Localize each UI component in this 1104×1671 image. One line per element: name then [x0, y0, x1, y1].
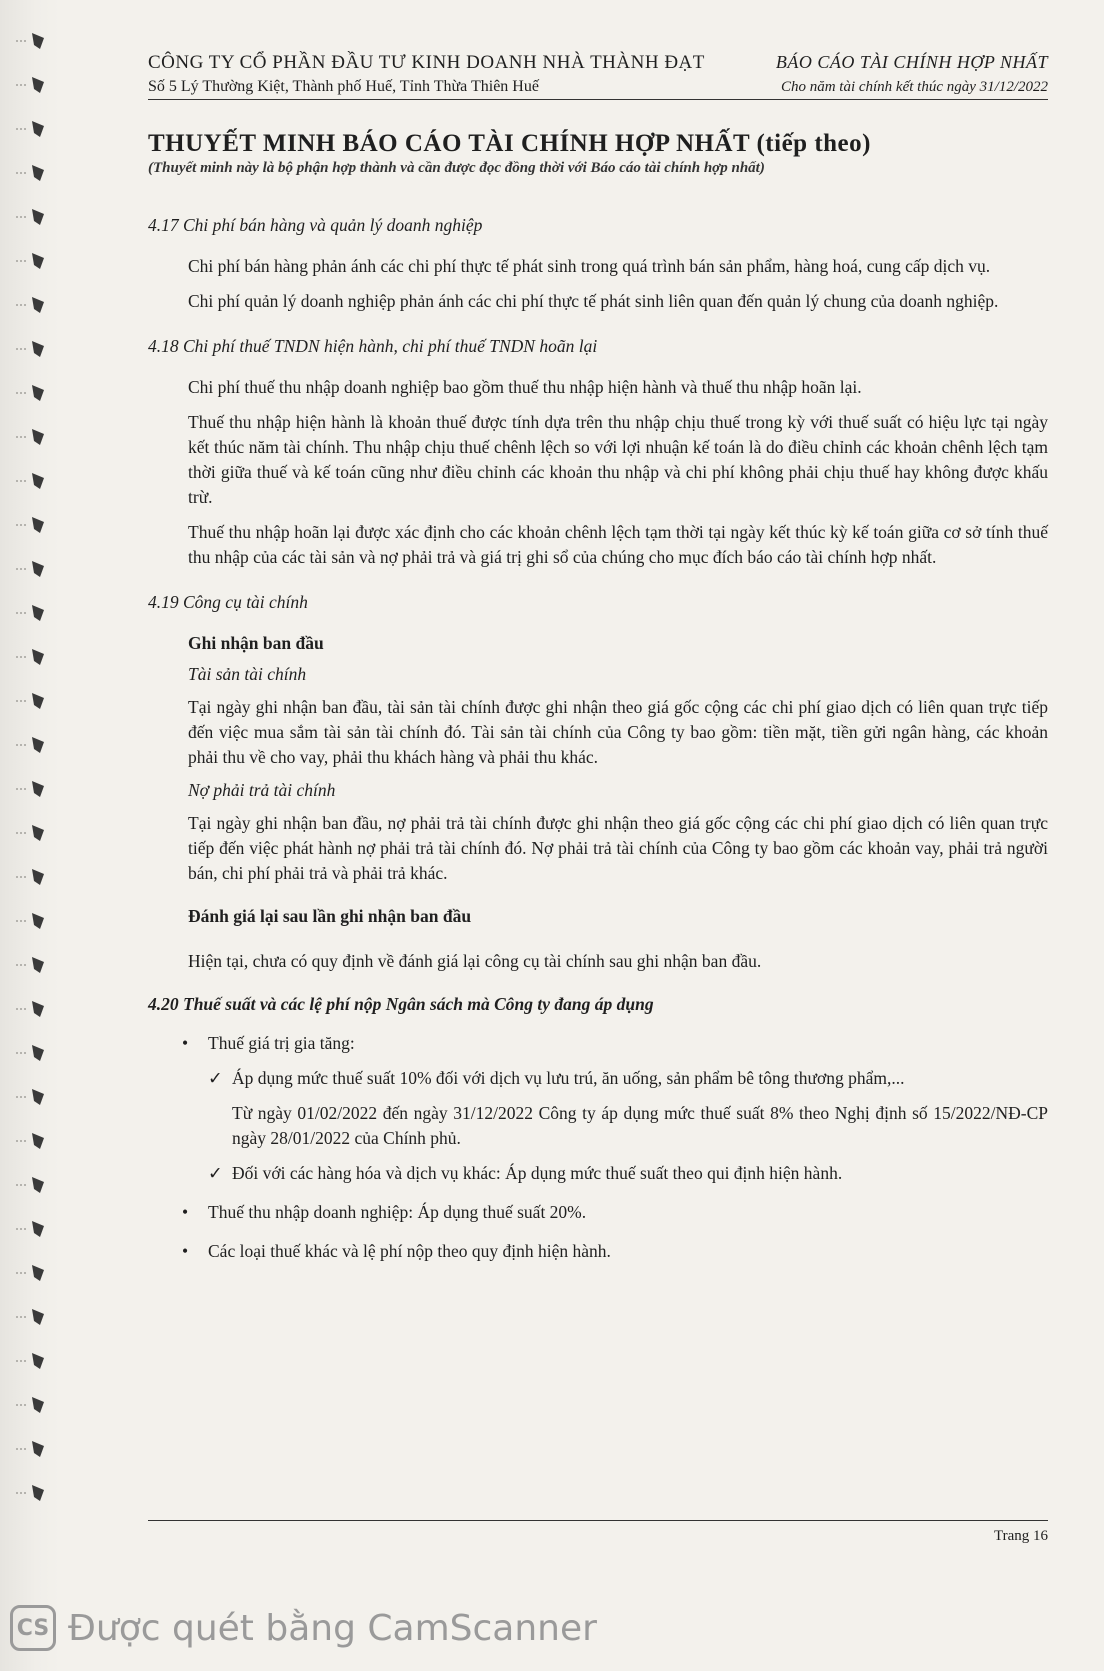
binding-ring — [14, 954, 50, 976]
binding-ring — [14, 514, 50, 536]
list-item: • Thuế giá trị gia tăng: — [178, 1031, 1048, 1056]
page-subtitle: (Thuyết minh này là bộ phận hợp thành và cần được đọc đồng thời với Báo cáo tài chính hợp nhất) — [148, 160, 765, 176]
binding-ring — [14, 1394, 50, 1416]
paragraph: Chi phí bán hàng phản ánh các chi phí thực tế phát sinh trong quá trình bán sản phẩm, hàng hoá, cung cấp dịch vụ. — [188, 256, 991, 276]
binding-ring — [14, 646, 50, 668]
subheading-financial-assets: Tài sản tài chính — [188, 664, 307, 684]
paragraph: Thuế thu nhập hoãn lại được xác định cho các khoản chênh lệch tạm thời tại ngày kết thúc kỳ kế toán giữa cơ sở tính thuế thu nhập của các tài sản và nợ phải trả và giá trị ghi sổ của chúng cho mục đích báo cáo tài chính hợp nhất. — [188, 522, 1048, 567]
list-item: ✓ Đối với các hàng hóa và dịch vụ khác: Áp dụng mức thuế suất theo qui định hiện hành. — [208, 1161, 1048, 1186]
watermark-text: Được quét bằng CamScanner — [68, 1607, 597, 1649]
paragraph: Chi phí thuế thu nhập doanh nghiệp bao gồm thuế thu nhập hiện hành và thuế thu nhập hoãn lại. — [188, 377, 862, 397]
binding-ring — [14, 1306, 50, 1328]
binding-ring — [14, 1218, 50, 1240]
binding-ring — [14, 910, 50, 932]
bullet-icon: • — [182, 1033, 189, 1053]
paragraph: Tại ngày ghi nhận ban đầu, tài sản tài chính được ghi nhận theo giá gốc cộng các chi phí giao dịch có liên quan trực tiếp đến việc mua sắm tài sản tài chính đó. Tài sản tài chính của Công ty bao gồm: tiền mặt, tiền gửi ngân hàng, các khoản phải thu về cho vay, phải thu khách hàng và phải thu khác. — [188, 697, 1048, 767]
page-title: THUYẾT MINH BÁO CÁO TÀI CHÍNH HỢP NHẤT (tiếp theo) — [148, 130, 871, 157]
binding-ring — [14, 822, 50, 844]
binding-ring — [14, 734, 50, 756]
binding-ring — [14, 250, 50, 272]
subheading-financial-liabilities: Nợ phải trả tài chính — [188, 780, 336, 800]
subheading-initial-recognition: Ghi nhận ban đầu — [188, 633, 324, 653]
binding-ring — [14, 338, 50, 360]
page-header — [148, 48, 1048, 100]
binding-ring — [14, 294, 50, 316]
camscanner-logo-icon: CS — [10, 1605, 56, 1651]
checkmark-icon: ✓ — [208, 1163, 223, 1183]
binding-ring — [14, 1438, 50, 1460]
list-item: • Thuế thu nhập doanh nghiệp: Áp dụng thuế suất 20%. — [178, 1200, 1048, 1225]
binding-ring — [14, 778, 50, 800]
section-heading-4-19: 4.19 Công cụ tài chính — [148, 592, 308, 612]
binding-ring — [14, 866, 50, 888]
document-page — [148, 48, 1048, 1264]
binding-ring — [14, 1262, 50, 1284]
list-item: ✓ Áp dụng mức thuế suất 10% đối với dịch vụ lưu trú, ăn uống, sản phẩm bê tông thương phẩm,... — [208, 1066, 1048, 1091]
section-heading-4-20: 4.20 Thuế suất và các lệ phí nộp Ngân sách mà Công ty đang áp dụng — [148, 994, 654, 1014]
binding-ring — [14, 382, 50, 404]
report-period: Cho năm tài chính kết thúc ngày 31/12/2022 — [780, 79, 1048, 95]
binding-ring — [14, 1482, 50, 1504]
binding-ring — [14, 426, 50, 448]
company-address: Số 5 Lý Thường Kiệt, Thành phố Huế, Tỉnh Thừa Thiên Huế — [148, 78, 539, 95]
paragraph: Chi phí quản lý doanh nghiệp phản ánh các chi phí thực tế phát sinh liên quan đến quản lý chung của doanh nghiệp. — [188, 291, 999, 311]
paragraph: Thuế thu nhập hiện hành là khoản thuế được tính dựa trên thu nhập chịu thuế trong kỳ với thuế suất có hiệu lực tại ngày kết thúc năm tài chính. Thu nhập chịu thuế chênh lệch so với lợi nhuận kế toán là do điều chỉnh các khoản chênh lệch tạm thời giữa thuế và kế toán cũng như điều chỉnh các khoản thu nhập và chi phí không phải chịu thuế hay không được khấu trừ. — [188, 412, 1048, 507]
binding-ring — [14, 690, 50, 712]
bullet-icon: • — [182, 1241, 189, 1261]
tax-list — [178, 1031, 1048, 1264]
binding-ring — [14, 162, 50, 184]
section-heading-4-18: 4.18 Chi phí thuế TNDN hiện hành, chi phí thuế TNDN hoãn lại — [148, 336, 598, 356]
binding-ring — [14, 602, 50, 624]
binding-ring — [14, 1130, 50, 1152]
binding-ring — [14, 206, 50, 228]
bullet-icon: • — [182, 1202, 189, 1222]
binding-ring — [14, 1174, 50, 1196]
checkmark-icon: ✓ — [208, 1068, 223, 1088]
spiral-binding — [0, 0, 60, 1671]
paragraph: Hiện tại, chưa có quy định về đánh giá lại công cụ tài chính sau ghi nhận ban đầu. — [188, 951, 762, 971]
binding-ring — [14, 998, 50, 1020]
subheading-revaluation: Đánh giá lại sau lần ghi nhận ban đầu — [188, 906, 472, 926]
binding-ring — [14, 1086, 50, 1108]
binding-ring — [14, 118, 50, 140]
camscanner-watermark — [10, 1604, 597, 1652]
paragraph: Từ ngày 01/02/2022 đến ngày 31/12/2022 Công ty áp dụng mức thuế suất 8% theo Nghị định số 15/2022/NĐ-CP ngày 28/01/2022 của Chính phủ. — [232, 1103, 1048, 1148]
binding-ring — [14, 1350, 50, 1372]
binding-ring — [14, 74, 50, 96]
company-name: CÔNG TY CỔ PHẦN ĐẦU TƯ KINH DOANH NHÀ THÀNH ĐẠT — [148, 52, 705, 73]
binding-ring — [14, 1042, 50, 1064]
binding-ring — [14, 470, 50, 492]
page-number: Trang 16 — [993, 1528, 1048, 1544]
report-name: BÁO CÁO TÀI CHÍNH HỢP NHẤT — [775, 52, 1048, 72]
binding-ring — [14, 558, 50, 580]
binding-ring — [14, 30, 50, 52]
list-item: • Các loại thuế khác và lệ phí nộp theo quy định hiện hành. — [178, 1239, 1048, 1264]
section-heading-4-17: 4.17 Chi phí bán hàng và quản lý doanh nghiệp — [148, 215, 483, 235]
paragraph: Tại ngày ghi nhận ban đầu, nợ phải trả tài chính được ghi nhận theo giá gốc cộng các chi phí giao dịch có liên quan trực tiếp đến việc phát hành nợ phải trả tài chính đó. Nợ phải trả tài chính của Công ty bao gồm các khoản vay, phải trả người bán, chi phí phải trả và phải trả khác. — [188, 813, 1048, 883]
footer-divider — [148, 1520, 1048, 1521]
